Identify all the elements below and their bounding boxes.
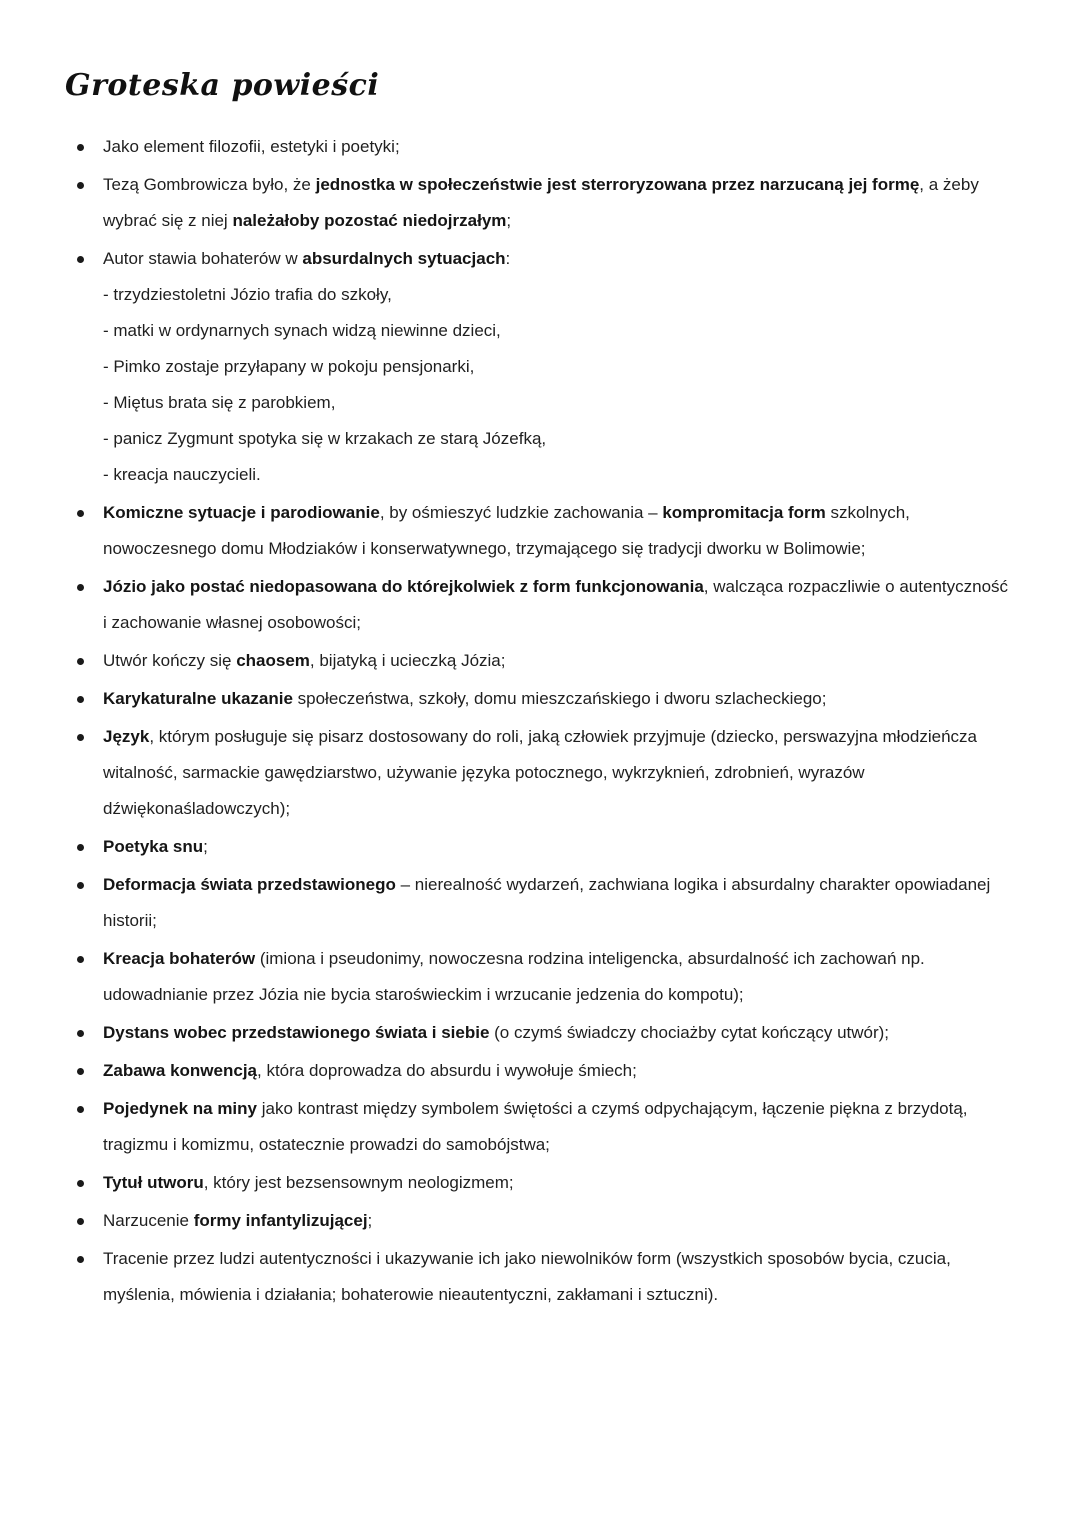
item-text: Utwór kończy się chaosem, bijatyką i ucieczką Józia; [103, 651, 506, 670]
item-text: Narzucenie formy infantylizującej; [103, 1211, 373, 1230]
notes-list [65, 129, 1010, 1313]
list-item [65, 1203, 1010, 1239]
list-item [65, 167, 1010, 239]
item-text: Tracenie przez ludzi autentyczności i ukazywanie ich jako niewolników form (wszystkich sposobów bycia, czucia, myślenia, mówienia i działania; bohaterowie nieautentyczni, zakłamani i sztuczni). [103, 1249, 951, 1304]
list-item [65, 1053, 1010, 1089]
list-item [65, 241, 1010, 493]
item-text: Jako element filozofii, estetyki i poetyki; [103, 137, 400, 156]
item-text: Deformacja świata przedstawionego – nierealność wydarzeń, zachwiana logika i absurdalny charakter opowiadanej historii; [103, 875, 991, 930]
item-text: Zabawa konwencją, która doprowadza do absurdu i wywołuje śmiech; [103, 1061, 637, 1080]
item-text: Kreacja bohaterów (imiona i pseudonimy, nowoczesna rodzina inteligencka, absurdalność ich zachowań np. udowadnianie przez Józia nie bycia staroświeckim i wrzucanie jedzenia do kompotu); [103, 949, 925, 1004]
list-item [65, 941, 1010, 1013]
item-text: Poetyka snu; [103, 837, 208, 856]
sub-item: - panicz Zygmunt spotyka się w krzakach ze starą Józefką, [103, 429, 547, 448]
item-text: Tytuł utworu, który jest bezsensownym neologizmem; [103, 1173, 514, 1192]
sub-item: - Pimko zostaje przyłapany w pokoju pensjonarki, [103, 357, 475, 376]
list-item [65, 829, 1010, 865]
list-item [65, 495, 1010, 567]
item-text: Autor stawia bohaterów w absurdalnych sytuacjach: [103, 249, 511, 268]
item-text: Tezą Gombrowicza było, że jednostka w społeczeństwie jest sterroryzowana przez narzucaną jej formę, a żeby wybrać się z niej należałoby pozostać niedojrzałym; [103, 175, 979, 230]
list-item [65, 1241, 1010, 1313]
list-item [65, 1091, 1010, 1163]
list-item [65, 1165, 1010, 1201]
sub-item: - matki w ordynarnych synach widzą niewinne dzieci, [103, 321, 501, 340]
list-item [65, 719, 1010, 827]
list-item [65, 867, 1010, 939]
item-text: Józio jako postać niedopasowana do którejkolwiek z form funkcjonowania, walcząca rozpaczliwie o autentyczność i zachowanie własnej osobowości; [103, 577, 1009, 632]
item-text: Dystans wobec przedstawionego świata i siebie (o czymś świadczy chociażby cytat kończący utwór); [103, 1023, 890, 1042]
list-item [65, 1015, 1010, 1051]
item-text: Komiczne sytuacje i parodiowanie, by ośmieszyć ludzkie zachowania – kompromitacja form szkolnych, nowoczesnego domu Młodziaków i konserwatywnego, trzymającego się tradycji dworku w Bolimowie; [103, 503, 910, 558]
page-title: Groteska powieści [65, 68, 380, 103]
item-text: Pojedynek na miny jako kontrast między symbolem świętości a czymś odpychającym, łączenie piękna z brzydotą, tragizmu i komizmu, ostatecznie prowadzi do samobójstwa; [103, 1099, 968, 1154]
item-text: Karykaturalne ukazanie społeczeństwa, szkoły, domu mieszczańskiego i dworu szlacheckiego; [103, 689, 827, 708]
item-text: Język, którym posługuje się pisarz dostosowany do roli, jaką człowiek przyjmuje (dziecko, perswazyjna młodzieńcza witalność, sarmackie gawędziarstwo, używanie języka potocznego, wykrzyknień, zdrobnień, wyrazów dźwiękonaśladowczych); [103, 727, 978, 818]
sub-item: - Miętus brata się z parobkiem, [103, 393, 336, 412]
list-item [65, 569, 1010, 641]
sub-item: - trzydziestoletni Józio trafia do szkoły, [103, 285, 392, 304]
list-item [65, 681, 1010, 717]
sub-item: - kreacja nauczycieli. [103, 465, 261, 484]
list-item [65, 129, 1010, 165]
list-item [65, 643, 1010, 679]
